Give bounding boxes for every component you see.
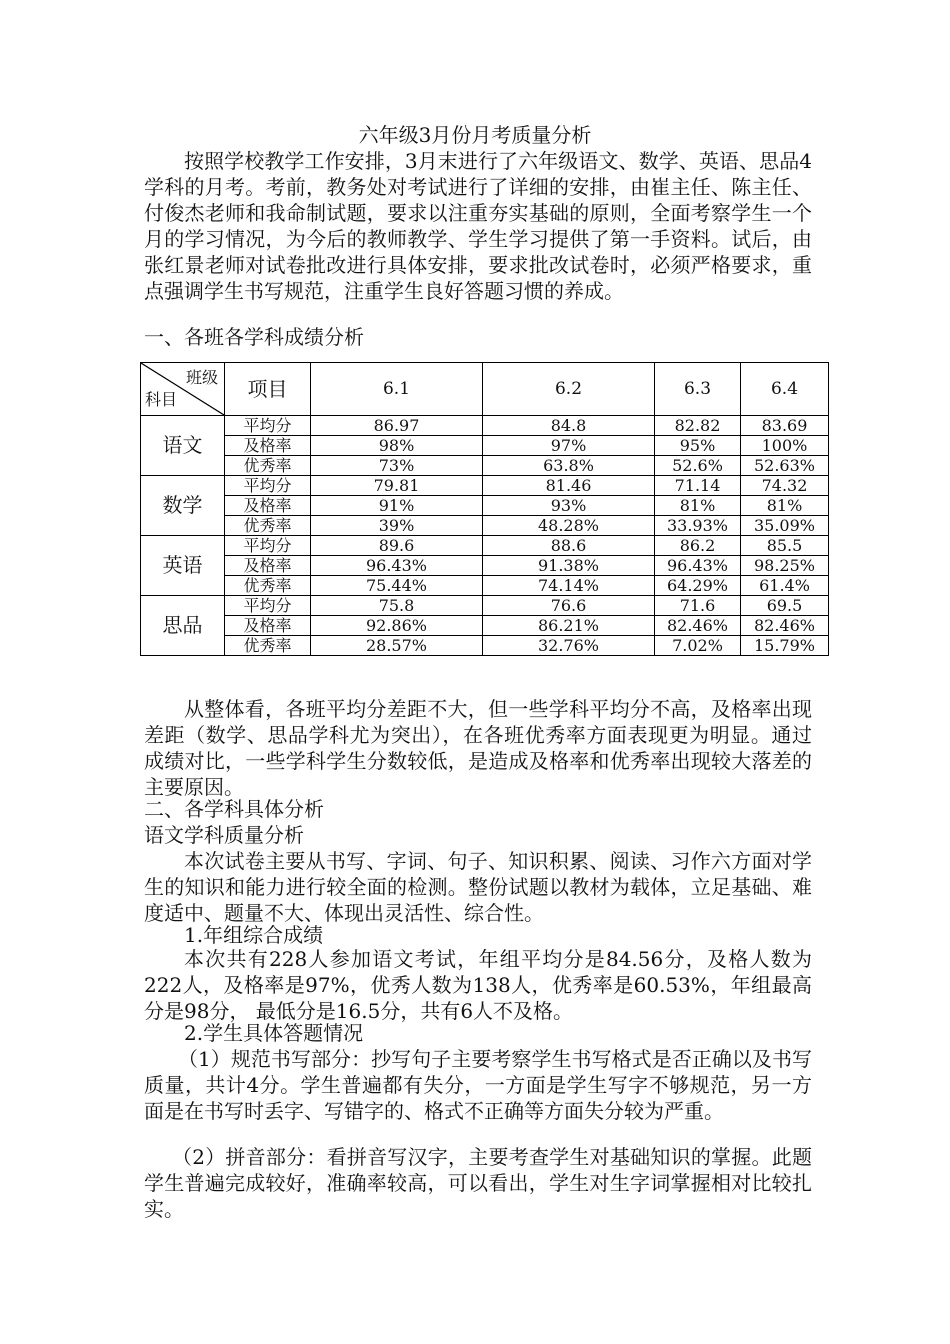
value-cell: 85.5	[741, 536, 829, 556]
section1-heading: 一、各班各学科成绩分析	[144, 325, 364, 349]
value-cell: 69.5	[741, 596, 829, 616]
intro-paragraph: 按照学校教学工作安排，3月末进行了六年级语文、数学、英语、思品4学科的月考。考前，教务处对考试进行了详细的安排，由崔主任、陈主任、付俊杰老师和我命制试题，要求以注重夯实基础的原则，全面考察学生一个月的学习情况，为今后的教师教学、学生学习提供了第一手资料。试后，由张红景老师对试卷批改进行具体安排，要求批改试卷时，必须严格要求，重点强调学生书写规范，注重学生良好答题习惯的养成。	[144, 149, 812, 303]
item-cell: 及格率	[225, 436, 311, 456]
table-row	[141, 476, 829, 496]
score-table	[140, 362, 829, 656]
value-cell: 79.81	[311, 476, 483, 496]
item-cell: 平均分	[225, 596, 311, 616]
value-cell: 7.02%	[655, 636, 741, 656]
item-cell: 平均分	[225, 416, 311, 436]
value-cell: 32.76%	[483, 636, 655, 656]
table-row	[141, 456, 829, 476]
value-cell: 96.43%	[655, 556, 741, 576]
value-cell: 93%	[483, 496, 655, 516]
table-row	[141, 516, 829, 536]
table-row	[141, 596, 829, 616]
item-cell: 平均分	[225, 476, 311, 496]
table-row	[141, 536, 829, 556]
value-cell: 81.46	[483, 476, 655, 496]
value-cell: 63.8%	[483, 456, 655, 476]
value-cell: 86.21%	[483, 616, 655, 636]
value-cell: 84.8	[483, 416, 655, 436]
summary-paragraph: 从整体看，各班平均分差距不大，但一些学科平均分不高，及格率出现差距（数学、思品学科尤为突出），在各班优秀率方面表现更为明显。通过成绩对比，一些学科学生分数较低，是造成及格率和优秀率出现较大落差的主要原因。	[144, 697, 812, 799]
sub1-paragraph: 本次共有228人参加语文考试，年组平均分是84.56分，及格人数为222人，及格率是97%，优秀人数为138人，优秀率是60.53%，年组最高分是98分， 最低分是16.5分，共有6人不及格。	[144, 947, 812, 1023]
subject-cell: 数学	[141, 476, 225, 536]
table-corner-cell	[141, 363, 225, 416]
table-header-row	[141, 363, 829, 416]
value-cell: 82.46%	[655, 616, 741, 636]
corner-label-class: 班级	[185, 368, 218, 387]
value-cell: 82.46%	[741, 616, 829, 636]
value-cell: 52.6%	[655, 456, 741, 476]
sub2-heading: 2.学生具体答题情况	[184, 1021, 364, 1045]
value-cell: 71.6	[655, 596, 741, 616]
value-cell: 75.8	[311, 596, 483, 616]
subject-cell: 英语	[141, 536, 225, 596]
value-cell: 96.43%	[311, 556, 483, 576]
value-cell: 48.28%	[483, 516, 655, 536]
corner-label-subject: 科目	[145, 390, 178, 409]
value-cell: 98.25%	[741, 556, 829, 576]
value-cell: 33.93%	[655, 516, 741, 536]
value-cell: 89.6	[311, 536, 483, 556]
value-cell: 98%	[311, 436, 483, 456]
item-cell: 优秀率	[225, 636, 311, 656]
item-header: 项目	[225, 363, 311, 416]
value-cell: 76.6	[483, 596, 655, 616]
sub1-heading: 1.年组综合成绩	[184, 923, 324, 947]
table-row	[141, 416, 829, 436]
value-cell: 74.14%	[483, 576, 655, 596]
value-cell: 75.44%	[311, 576, 483, 596]
item-cell: 优秀率	[225, 516, 311, 536]
class-header: 6.2	[483, 363, 655, 416]
item-cell: 优秀率	[225, 576, 311, 596]
item2-paragraph: （2）拼音部分：看拼音写汉字，主要考查学生对基础知识的掌握。此题学生普遍完成较好，准确率较高，可以看出，学生对生字词掌握相对比较扎实。	[144, 1145, 812, 1221]
value-cell: 64.29%	[655, 576, 741, 596]
value-cell: 92.86%	[311, 616, 483, 636]
value-cell: 88.6	[483, 536, 655, 556]
subject-cell: 语文	[141, 416, 225, 476]
value-cell: 74.32	[741, 476, 829, 496]
value-cell: 39%	[311, 516, 483, 536]
class-header: 6.3	[655, 363, 741, 416]
table-row	[141, 616, 829, 636]
item-cell: 优秀率	[225, 456, 311, 476]
item-cell: 及格率	[225, 496, 311, 516]
value-cell: 52.63%	[741, 456, 829, 476]
table-row	[141, 436, 829, 456]
value-cell: 15.79%	[741, 636, 829, 656]
value-cell: 73%	[311, 456, 483, 476]
value-cell: 91%	[311, 496, 483, 516]
chinese-heading: 语文学科质量分析	[144, 823, 304, 847]
item-cell: 及格率	[225, 556, 311, 576]
class-header: 6.1	[311, 363, 483, 416]
section2-heading: 二、各学科具体分析	[144, 797, 324, 821]
value-cell: 86.2	[655, 536, 741, 556]
chinese-intro-paragraph: 本次试卷主要从书写、字词、句子、知识积累、阅读、习作六方面对学生的知识和能力进行较全面的检测。整份试题以教材为载体，立足基础、难度适中、题量不大、体现出灵活性、综合性。	[144, 849, 812, 925]
class-header: 6.4	[741, 363, 829, 416]
value-cell: 35.09%	[741, 516, 829, 536]
table-row	[141, 636, 829, 656]
table-row	[141, 576, 829, 596]
value-cell: 83.69	[741, 416, 829, 436]
value-cell: 86.97	[311, 416, 483, 436]
value-cell: 61.4%	[741, 576, 829, 596]
table-row	[141, 556, 829, 576]
document-title: 六年级3月份月考质量分析	[358, 123, 592, 147]
table-row	[141, 496, 829, 516]
value-cell: 81%	[655, 496, 741, 516]
item-cell: 平均分	[225, 536, 311, 556]
value-cell: 71.14	[655, 476, 741, 496]
value-cell: 95%	[655, 436, 741, 456]
item1-paragraph: （1）规范书写部分：抄写句子主要考察学生书写格式是否正确以及书写质量，共计4分。学生普遍都有失分，一方面是学生写字不够规范，另一方面是在书写时丢字、写错字的、格式不正确等方面失分较为严重。	[144, 1047, 812, 1123]
item-cell: 及格率	[225, 616, 311, 636]
value-cell: 100%	[741, 436, 829, 456]
value-cell: 97%	[483, 436, 655, 456]
value-cell: 82.82	[655, 416, 741, 436]
value-cell: 28.57%	[311, 636, 483, 656]
subject-cell: 思品	[141, 596, 225, 656]
value-cell: 91.38%	[483, 556, 655, 576]
value-cell: 81%	[741, 496, 829, 516]
